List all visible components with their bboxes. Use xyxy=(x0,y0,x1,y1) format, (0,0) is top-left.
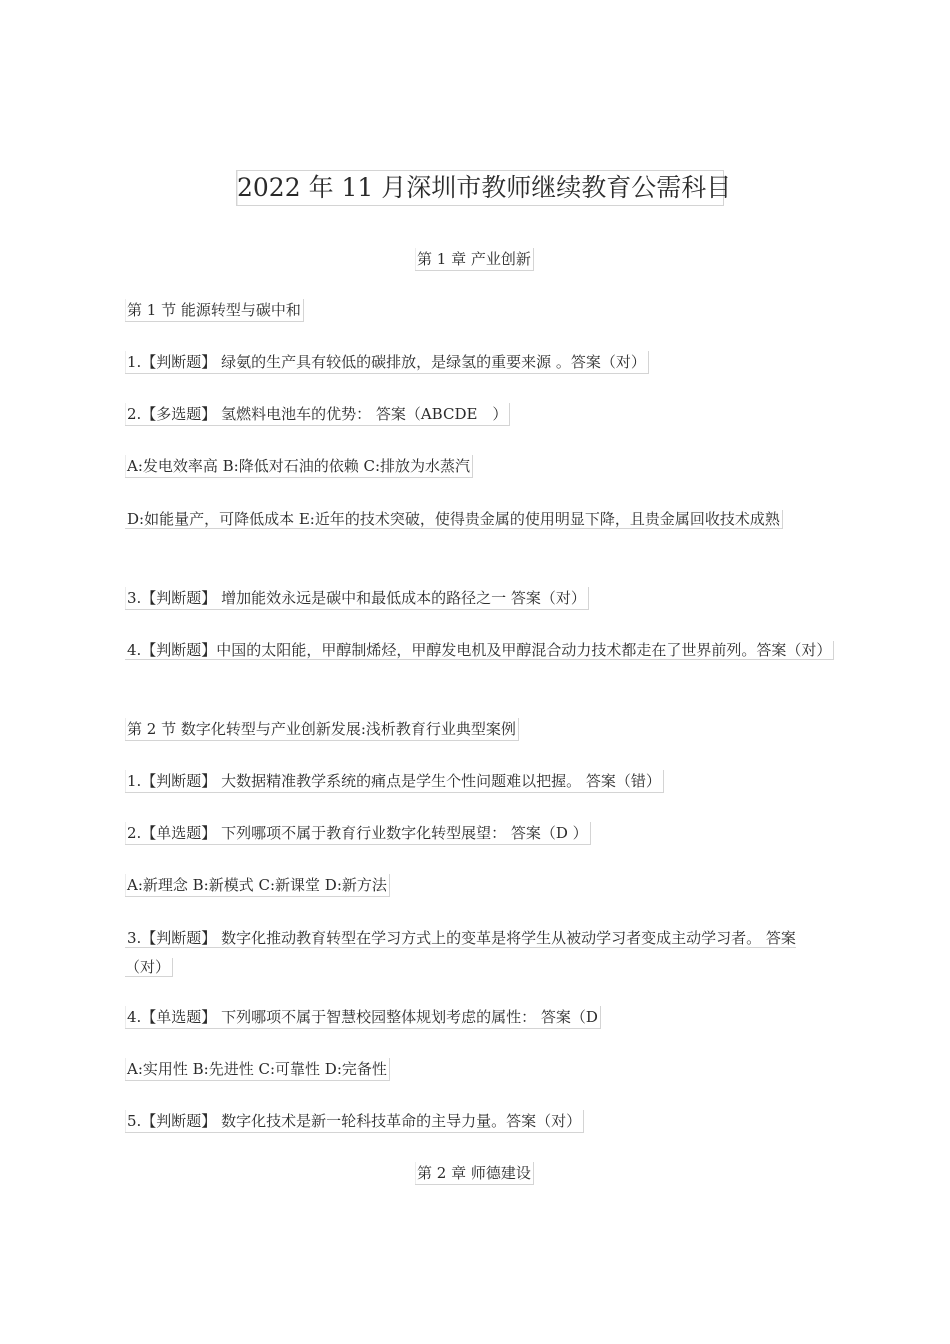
chapter-2-heading: 第 2 章 师德建设 xyxy=(415,1162,534,1185)
s1-q2-options-line-2-text: D:如能量产，可降低成本 E:近年的技术突破，使得贵金属的使用明显下降，且贵金属回收技术成熟 xyxy=(125,510,783,529)
s1-question-2: 2.【多选题】 氢燃料电池车的优势： 答案（ABCDE ） xyxy=(125,403,510,426)
s2-question-3-text: 3.【判断题】 数字化推动教育转型在学习方式上的变革是将学生从被动学习者变成主动学习者。 答案（对） xyxy=(125,929,796,976)
s1-q2-options-line-1: A:发电效率高 B:降低对石油的依赖 C:排放为水蒸汽 xyxy=(125,455,473,478)
s1-question-4 xyxy=(125,636,835,665)
s2-q2-options: A:新理念 B:新模式 C:新课堂 D:新方法 xyxy=(125,874,390,897)
chapter-1-heading: 第 1 章 产业创新 xyxy=(415,248,534,271)
s2-question-5: 5.【判断题】 数字化技术是新一轮科技革命的主导力量。答案（对） xyxy=(125,1110,584,1133)
s2-q4-options: A:实用性 B:先进性 C:可靠性 D:完备性 xyxy=(125,1058,390,1081)
s2-question-4: 4.【单选题】 下列哪项不属于智慧校园整体规划考虑的属性： 答案（D xyxy=(125,1006,601,1029)
s2-question-3 xyxy=(125,924,815,982)
s1-q2-options-line-2 xyxy=(125,505,835,534)
section-1-heading: 第 1 节 能源转型与碳中和 xyxy=(125,299,304,322)
section-2-heading: 第 2 节 数字化转型与产业创新发展:浅析教育行业典型案例 xyxy=(125,718,519,741)
s1-question-4-text: 4.【判断题】中国的太阳能，甲醇制烯烃，甲醇发电机及甲醇混合动力技术都走在了世界前列。答案（对） xyxy=(125,641,834,660)
s1-question-3: 3.【判断题】 增加能效永远是碳中和最低成本的路径之一 答案（对） xyxy=(125,587,589,610)
s1-question-1: 1.【判断题】 绿氨的生产具有较低的碳排放，是绿氢的重要来源 。答案（对） xyxy=(125,351,649,374)
document-title: 2022 年 11 月深圳市教师继续教育公需科目 xyxy=(236,170,724,206)
s2-question-1: 1.【判断题】 大数据精准教学系统的痛点是学生个性问题难以把握。 答案（错） xyxy=(125,770,664,793)
s2-question-2: 2.【单选题】 下列哪项不属于教育行业数字化转型展望： 答案（D ） xyxy=(125,822,591,845)
